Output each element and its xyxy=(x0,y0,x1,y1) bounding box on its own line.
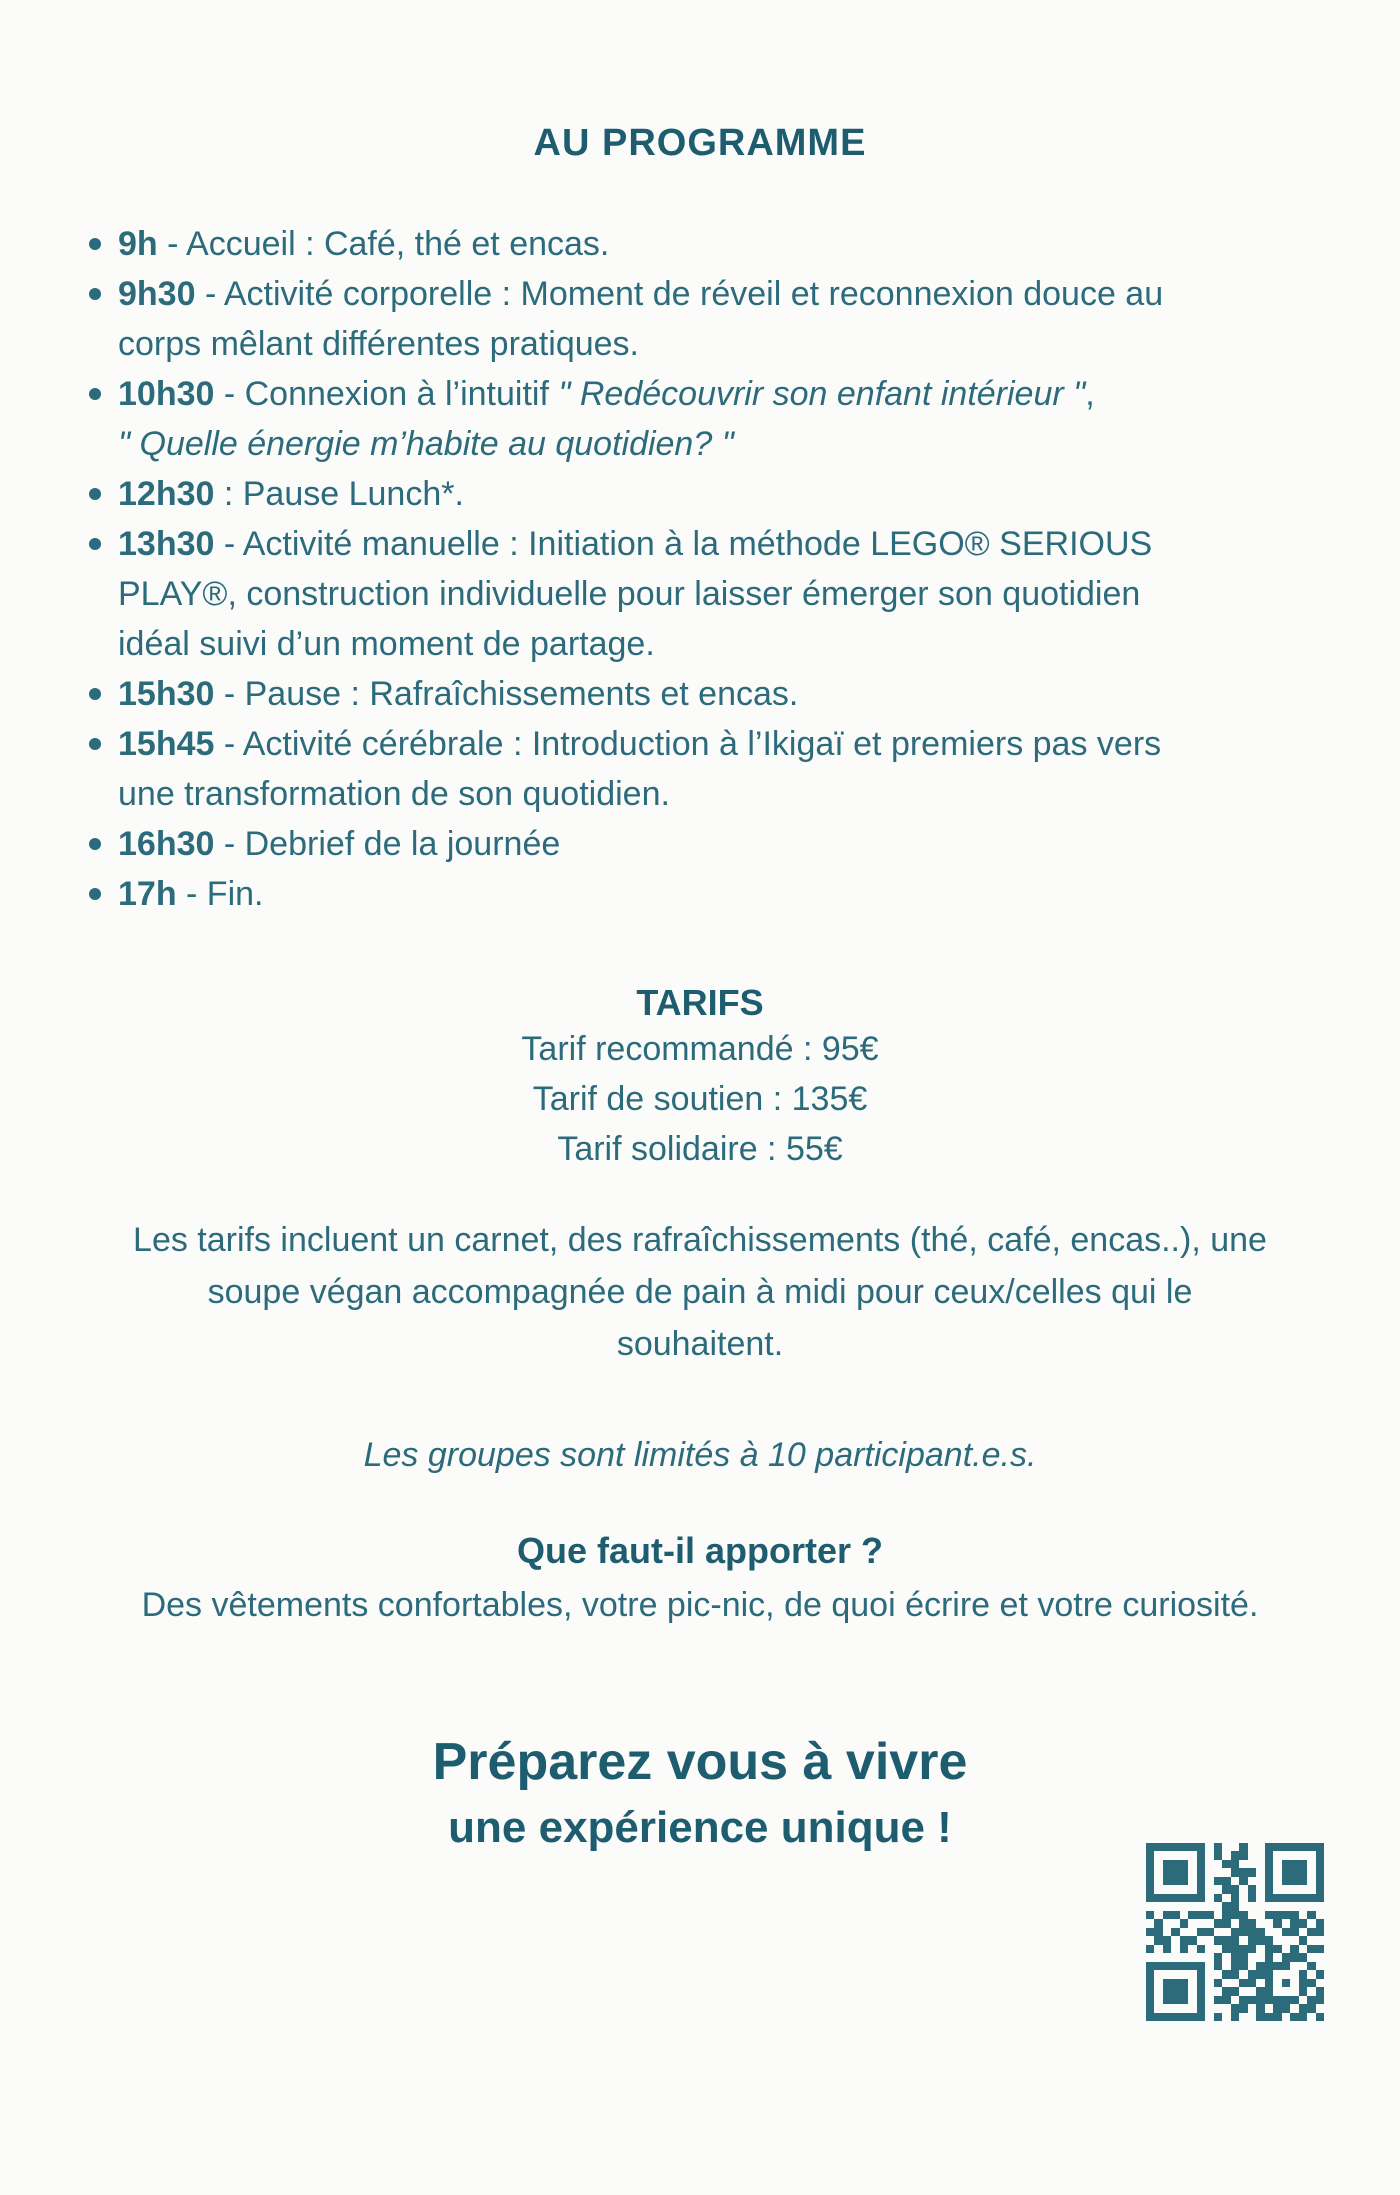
program-item: 12h30 : Pause Lunch*. xyxy=(118,469,1360,519)
time-label: 17h xyxy=(118,875,177,913)
note-line: Les tarifs incluent un carnet, des rafraîchissements (thé, café, encas..), une xyxy=(133,1221,1267,1259)
tarifs-includes-note xyxy=(0,1214,1400,1370)
time-label: 10h30 xyxy=(118,375,215,413)
program-item: 17h - Fin. xyxy=(118,869,1360,919)
program-list xyxy=(0,219,1400,919)
closing-headline-line2: une expérience unique ! xyxy=(448,1803,952,1852)
time-label: 13h30 xyxy=(118,525,215,563)
time-label: 9h30 xyxy=(118,275,196,313)
group-limit-note: Les groupes sont limités à 10 participant.e.s. xyxy=(363,1436,1037,1474)
program-title: AU PROGRAMME xyxy=(533,122,867,164)
qr-code xyxy=(1146,1843,1324,2021)
bring-text: Des vêtements confortables, votre pic-nic, de quoi écrire et votre curiosité. xyxy=(141,1586,1259,1624)
note-line: soupe végan accompagnée de pain à midi pour ceux/celles qui le xyxy=(207,1273,1193,1311)
program-item: 9h - Accueil : Café, thé et encas. xyxy=(118,219,1360,269)
tarifs-lines xyxy=(0,1024,1400,1174)
time-label: 16h30 xyxy=(118,825,215,863)
time-label: 12h30 xyxy=(118,475,215,513)
tarif-line: Tarif recommandé : 95€ xyxy=(521,1030,879,1068)
program-item: 16h30 - Debrief de la journée xyxy=(118,819,1360,869)
closing-headline xyxy=(0,1730,1400,1856)
tarifs-title: TARIFS xyxy=(636,982,764,1023)
program-item: 13h30 - Activité manuelle : Initiation à la méthode LEGO® SERIOUS PLAY®, construction individuelle pour laisser émerger son quotidien idéal suivi d’un moment de partage. xyxy=(118,519,1360,669)
time-label: 15h45 xyxy=(118,725,215,763)
time-label: 15h30 xyxy=(118,675,215,713)
tarif-line: Tarif solidaire : 55€ xyxy=(557,1130,843,1168)
program-item: 9h30 - Activité corporelle : Moment de réveil et reconnexion douce au corps mêlant différentes pratiques. xyxy=(118,269,1360,369)
program-item: 15h30 - Pause : Rafraîchissements et encas. xyxy=(118,669,1360,719)
closing-headline-line1: Préparez vous à vivre xyxy=(432,1733,968,1791)
program-item: 15h45 - Activité cérébrale : Introduction à l’Ikigaï et premiers pas vers une transformation de son quotidien. xyxy=(118,719,1360,819)
tarif-line: Tarif de soutien : 135€ xyxy=(532,1080,868,1118)
bring-title: Que faut-il apporter ? xyxy=(516,1530,883,1571)
note-line: souhaitent. xyxy=(616,1325,784,1363)
flyer-page xyxy=(0,122,1400,2195)
time-label: 9h xyxy=(118,225,158,263)
program-item: 10h30 - Connexion à l’intuitif " Redécouvrir son enfant intérieur ", " Quelle énergie m’habite au quotidien? " xyxy=(118,369,1360,469)
